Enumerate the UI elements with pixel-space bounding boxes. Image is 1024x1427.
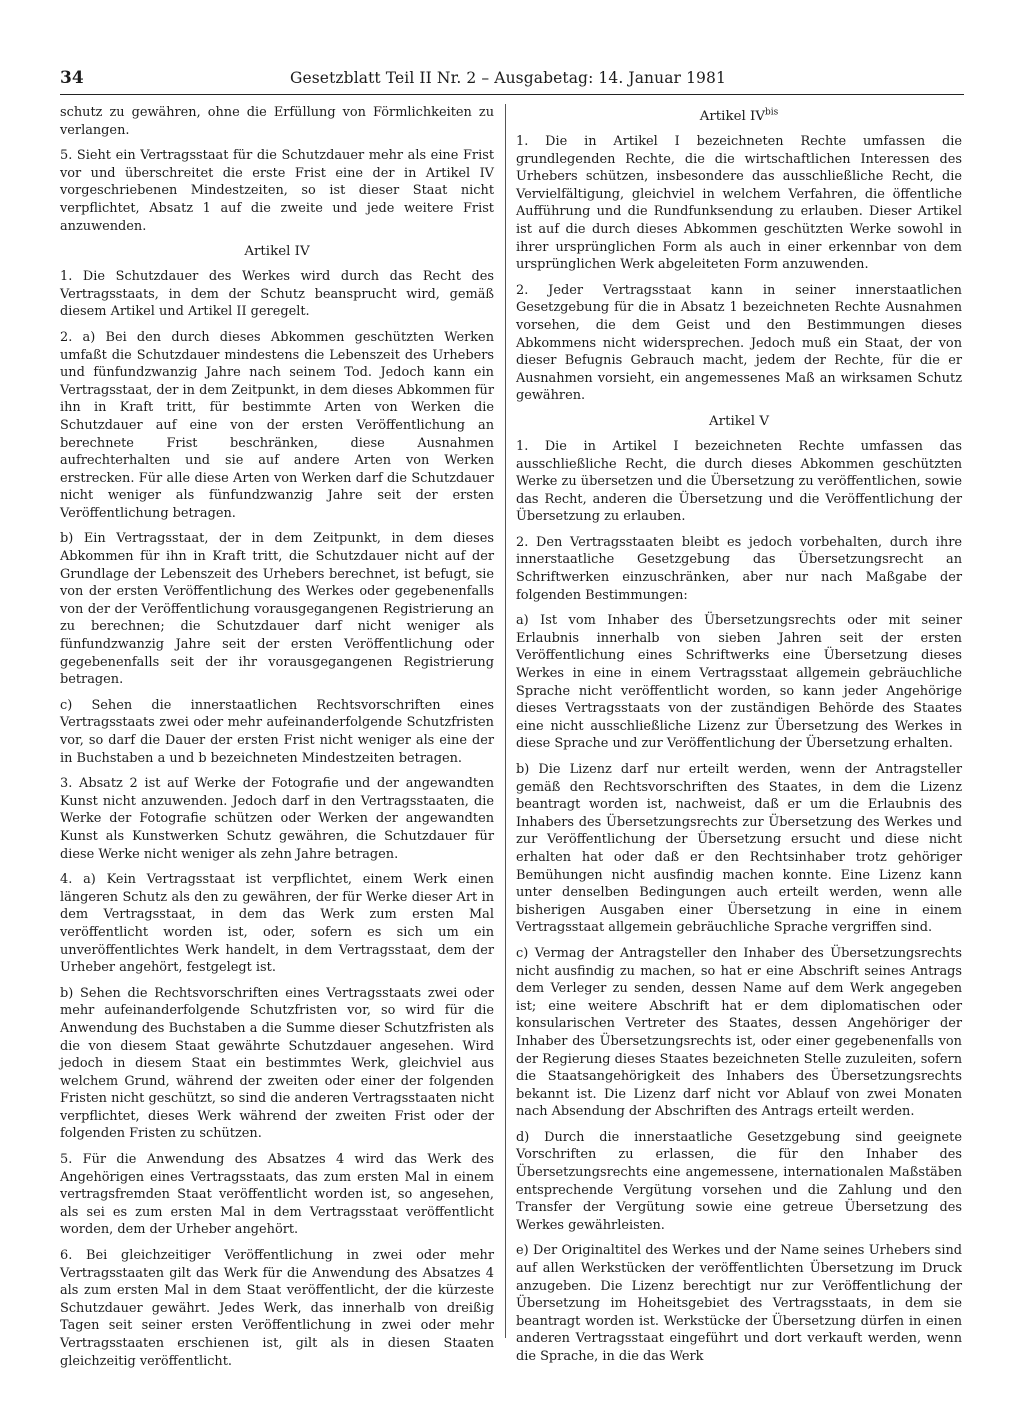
paragraph: 5. Für die Anwendung des Absatzes 4 wird das Werk des Angehörigen eines Vertragsstaats, das zum ersten Mal in einem vertragsfremden Staat veröffentlicht worden ist, so angesehen, als sei es zum ersten Mal in dem Vertragsstaat veröffentlicht worden, dem der Urheber angehört.	[60, 1152, 494, 1238]
paragraph: d) Durch die innerstaatliche Gesetzgebung sind geeignete Vorschriften zu erlassen, die für den Inhaber des Übersetzungsrechts eine angemessene, internationalen Maßstäben entsprechende Vergütung vorsehen und die Zahlung und den Transfer der Vergütung sowie eine getreue Übersetzung des Werkes gewährleisten.	[516, 1129, 962, 1233]
paragraph: c) Vermag der Antragsteller den Inhaber des Übersetzungsrechts nicht ausfindig zu machen, so hat er eine Abschrift seines Antrags dem Verleger zu senden, dessen Name auf dem Werk angegeben ist; eine weitere Abschrift hat er dem diplomatischen oder konsularischen Vertreter des Staates, dessen Angehöriger der Inhaber des Übersetzungsrechts ist, oder einer gegebenenfalls von der Regierung dieses Staates bezeichneten Stelle zuzuleiten, sofern die Staatsangehörigkeit des Inhabers des Übersetzungsrechts bekannt ist. Die Lizenz darf nicht vor Ablauf von zwei Monaten nach Absendung der Abschriften des Antrags erteilt werden.	[516, 945, 962, 1120]
paragraph: 6. Bei gleichzeitiger Veröffentlichung in zwei oder mehr Vertragsstaaten gilt das Werk für die Anwendung des Absatzes 4 als zum ersten Mal in dem Staat veröffentlicht, der die kürzeste Schutzdauer gewährt. Jedes Werk, das innerhalb von dreißig Tagen seit seiner ersten Veröffentlichung in zwei oder mehr Vertragsstaaten erschienen ist, gilt als in diesen Staaten gleichzeitig veröffentlicht.	[60, 1248, 494, 1369]
paragraph: c) Sehen die innerstaatlichen Rechtsvorschriften eines Vertragsstaats zwei oder mehr aufeinanderfolgende Schutzfristen vor, so darf die Dauer der ersten Frist nicht weniger als eine der in Buchstaben a und b bezeichneten Mindestzeiten betragen.	[60, 697, 494, 766]
paragraph: b) Die Lizenz darf nur erteilt werden, wenn der Antragsteller gemäß den Rechtsvorschriften des Staates, in dem die Lizenz beantragt worden ist, nachweist, daß er um die Erlaubnis des Inhabers des Übersetzungsrechts zur Übersetzung des Werkes und zur Veröffentlichung der Übersetzung ersucht und diese nicht erhalten hat oder daß er den Rechtsinhaber trotz gehöriger Bemühungen nicht ausfindig machen konnte. Eine Lizenz kann unter denselben Bedingungen auch erteilt werden, wenn alle bisherigen Ausgaben einer Übersetzung in eine in einem Vertragsstaat allgemein gebräuchliche Sprache vergriffen sind.	[516, 762, 962, 936]
paragraph: 2. Den Vertragsstaaten bleibt es jedoch vorbehalten, durch ihre innerstaatliche Gesetzgebung das Übersetzungsrecht an Schriftwerken einzuschränken, aber nur nach Maßgabe der folgenden Bestimmungen:	[516, 534, 962, 603]
article-heading-superscript: bis	[765, 107, 779, 118]
paragraph: b) Sehen die Rechtsvorschriften eines Vertragsstaats zwei oder mehr aufeinanderfolgende Schutzfristen vor, so wird für die Anwendung des Buchstaben a die Summe dieser Schutzfristen als die von diesem Staat gewährte Schutzdauer angesehen. Wird jedoch in diesem Staat ein bestimmtes Werk, gleichviel aus welchem Grund, während der zweiten oder einer der folgenden Fristen nicht geschützt, so sind die anderen Vertragsstaaten nicht verpflichtet, dieses Werk während der zweiten Frist oder der folgenden Fristen zu schützen.	[60, 985, 494, 1142]
article-heading: Artikel IV	[244, 244, 310, 260]
paragraph: 2. a) Bei den durch dieses Abkommen geschützten Werken umfaßt die Schutzdauer mindestens die Lebenszeit des Urhebers und fünfundzwanzig Jahre nach seinem Tod. Jedoch kann ein Vertragsstaat, der in dem Zeitpunkt, in dem dieses Abkommen für ihn in Kraft tritt, für bestimmte Arten von Werken die Schutzdauer auf eine von der ersten Veröffentlichung an berechnete Frist beschränken, diese Ausnahmen aufrechterhalten und sie auf andere Arten von Werken erstrecken. Für alle diese Arten von Werken darf die Schutzdauer nicht weniger als fünfundzwanzig Jahre seit der ersten Veröffentlichung betragen.	[60, 329, 494, 521]
column-divider	[505, 104, 506, 1338]
paragraph: b) Ein Vertragsstaat, der in dem Zeitpunkt, in dem dieses Abkommen für ihn in Kraft tritt, die Schutzdauer nicht auf der Grundlage der Lebenszeit des Urhebers berechnet, ist befugt, sie von der ersten Veröffentlichung des Werkes oder gegebenenfalls von der der Veröffentlichung vorausgegangenen Registrierung an zu berechnen; die Schutzdauer darf nicht weniger als fünfundzwanzig Jahre seit der ersten Veröffentlichung oder gegebenenfalls seit der ihr vorausgegangenen Registrierung betragen.	[60, 531, 494, 688]
page-header	[60, 66, 964, 95]
paragraph: a) Ist vom Inhaber des Übersetzungsrechts oder mit seiner Erlaubnis innerhalb von sieben Jahren seit der ersten Veröffentlichung eines Schriftwerks eine Übersetzung dieses Werkes in eine in einem Vertragsstaat allgemein gebräuchliche Sprache nicht veröffentlicht worden, so kann jeder Angehörige dieses Vertragsstaats von der zuständigen Behörde des Staates eine nicht ausschließliche Lizenz zur Übersetzung des Werkes in diese Sprache und zur Veröffentlichung der Übersetzung erhalten.	[516, 613, 962, 752]
page-number: 34	[60, 68, 84, 88]
article-heading	[516, 108, 962, 125]
right-column	[516, 104, 962, 1374]
paragraph: 1. Die in Artikel I bezeichneten Rechte umfassen die grundlegenden Rechte, die die wirtschaftlichen Interessen des Urhebers schützen, insbesondere das ausschließliche Recht, die Vervielfältigung, gleichviel in welchem Verfahren, die öffentliche Aufführung und die Rundfunksendung zu erlauben. Dieser Artikel ist auf die durch dieses Abkommen geschützten Werke sowohl in ihrer ursprünglichen Form als auch in einer erkennbar von dem ursprünglichen Werk abgeleiteten Form anzuwenden.	[516, 134, 962, 273]
paragraph: 3. Absatz 2 ist auf Werke der Fotografie und der angewandten Kunst nicht anzuwenden. Jedoch darf in den Vertragsstaaten, die Werke der Fotografie schützen oder Werken der angewandten Kunst als Kunstwerken Schutz gewähren, die Schutzdauer für diese Werke nicht weniger als zehn Jahre betragen.	[60, 776, 494, 862]
article-heading: Artikel V	[709, 413, 769, 429]
paragraph: 4. a) Kein Vertragsstaat ist verpflichtet, einem Werk einen längeren Schutz als den zu gewähren, der für Werke dieser Art in dem Vertragsstaat, in dem das Werk zum ersten Mal veröffentlicht worden ist, oder, sofern es sich um ein unveröffentlichtes Werk handelt, in dem Vertragsstaat, dem der Urheber angehört, festgelegt ist.	[60, 872, 494, 976]
paragraph: 5. Sieht ein Vertragsstaat für die Schutzdauer mehr als eine Frist vor und überschreitet die erste Frist eine der in Artikel IV vorgeschriebenen Mindestzeiten, so ist dieser Staat nicht verpflichtet, Absatz 1 auf die zweite und jede weitere Frist anzuwenden.	[60, 148, 494, 234]
running-title: Gesetzblatt Teil II Nr. 2 – Ausgabetag: 14. Januar 1981	[290, 69, 726, 87]
left-column	[60, 104, 494, 1378]
article-heading-main: Artikel IV	[699, 109, 765, 124]
paragraph: 1. Die in Artikel I bezeichneten Rechte umfassen das ausschließliche Recht, die durch dieses Abkommen geschützten Werke zu übersetzen und die Übersetzung zu veröffentlichen, sowie das Recht, anderen die Übersetzung und die Veröffentlichung der Übersetzung zu erlauben.	[516, 438, 962, 525]
paragraph: e) Der Originaltitel des Werkes und der Name seines Urhebers sind auf allen Werkstücken der veröffentlichten Übersetzung im Druck anzugeben. Die Lizenz berechtigt nur zur Veröffentlichung der Übersetzung im Hoheitsgebiet des Vertragsstaats, in dem sie beantragt worden ist. Werkstücke der Übersetzung dürfen in einen anderen Vertragsstaat eingeführt und dort verkauft werden, wenn die Sprache, in die das Werk	[516, 1243, 962, 1364]
paragraph: schutz zu gewähren, ohne die Erfüllung von Förmlichkeiten zu verlangen.	[60, 105, 494, 138]
paragraph: 2. Jeder Vertragsstaat kann in seiner innerstaatlichen Gesetzgebung für die in Absatz 1 bezeichneten Rechte Ausnahmen vorsehen, die dem Geist und den Bestimmungen dieses Abkommens nicht widersprechen. Jedoch muß ein Staat, der von dieser Befugnis Gebrauch macht, jedem der Rechte, für die er Ausnahmen vorsieht, ein angemessenes Maß an wirksamen Schutz gewähren.	[516, 282, 962, 404]
paragraph: 1. Die Schutzdauer des Werkes wird durch das Recht des Vertragsstaats, in dem der Schutz beansprucht wird, gemäß diesem Artikel und Artikel II geregelt.	[60, 269, 494, 320]
